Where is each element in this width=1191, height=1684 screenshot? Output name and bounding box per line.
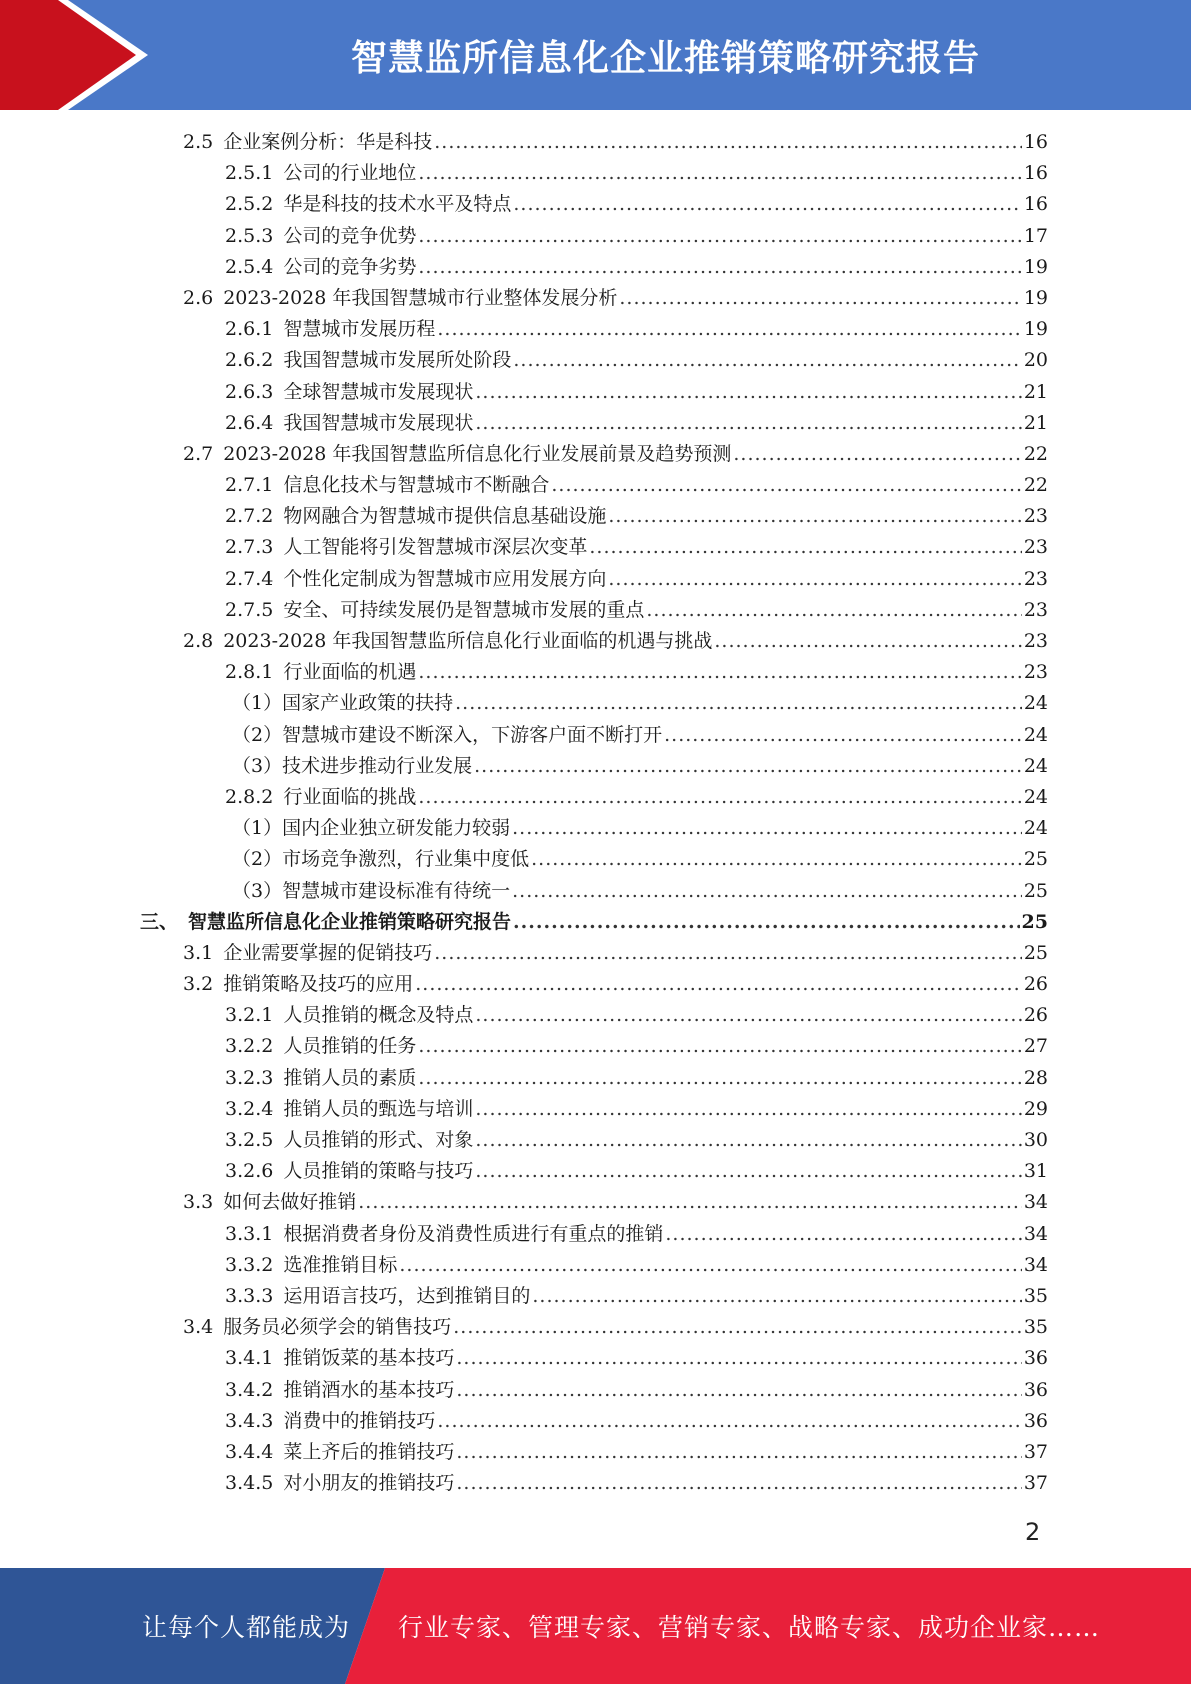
toc-entry-page: 20 [1023, 349, 1048, 372]
toc-entry-number: 2.6.4 [225, 411, 274, 434]
toc-entry-title: 消费中的推销技巧 [283, 1409, 436, 1432]
toc-entry-number: 3.2.2 [225, 1035, 274, 1058]
toc-entry-page: 23 [1023, 630, 1048, 652]
toc-entry-number: 3.4.2 [225, 1378, 274, 1401]
toc-entry-page: 28 [1023, 1066, 1048, 1089]
toc-entry-page: 23 [1023, 505, 1048, 528]
toc-entry[interactable] [140, 688, 1048, 719]
toc-entry-number: 3.2.1 [225, 1004, 274, 1027]
toc-entry-page: 34 [1023, 1191, 1048, 1214]
toc-entry-title: 2023-2028 年我国智慧监所信息化行业面临的机遇与挑战 [223, 630, 713, 652]
toc-entry-title: 企业需要掌握的促销技巧 [223, 941, 433, 964]
toc-entry-number: 2.7.1 [225, 474, 274, 497]
toc-entry-number: 3.4.1 [225, 1347, 274, 1370]
table-of-contents [140, 127, 1048, 1499]
toc-entry[interactable] [140, 377, 1048, 408]
toc-entry-title: 如何去做好推销 [223, 1191, 357, 1214]
toc-entry-title: 公司的行业地位 [283, 162, 417, 185]
toc-entry-number: 3.4.5 [225, 1472, 274, 1495]
toc-entry-page: 24 [1023, 817, 1048, 840]
toc-dot-leader [531, 844, 1022, 875]
toc-entry-page: 22 [1023, 442, 1048, 465]
toc-entry-page: 36 [1023, 1347, 1048, 1370]
toc-entry-number: （3） [232, 754, 283, 777]
toc-entry-page: 37 [1023, 1472, 1048, 1495]
toc-entry-number: 2.7.2 [225, 505, 274, 528]
toc-entry[interactable] [140, 1375, 1048, 1406]
toc-entry[interactable] [140, 1031, 1048, 1062]
toc-entry[interactable] [140, 564, 1048, 595]
toc-entry-number: 2.5 [183, 131, 214, 153]
toc-entry[interactable] [140, 1281, 1048, 1312]
toc-entry-title: 菜上齐后的推销技巧 [283, 1440, 455, 1463]
toc-entry-title: 个性化定制成为智慧城市应用发展方向 [283, 567, 607, 590]
toc-entry-title: 推销酒水的基本技巧 [283, 1378, 455, 1401]
toc-entry[interactable] [140, 1437, 1048, 1468]
toc-entry[interactable] [140, 1094, 1048, 1125]
toc-entry-page: 25 [1023, 941, 1048, 964]
toc-entry-number: 2.8.2 [225, 785, 274, 808]
toc-entry-page: 19 [1023, 255, 1048, 278]
toc-entry[interactable] [140, 1187, 1048, 1218]
toc-dot-leader [456, 1468, 1021, 1499]
toc-entry-number: （2） [232, 723, 283, 746]
toc-entry-number: 2.8 [183, 630, 214, 652]
toc-dot-leader [434, 127, 1022, 158]
toc-dot-leader [619, 283, 1021, 314]
toc-dot-leader [453, 1312, 1022, 1343]
toc-entry[interactable] [140, 813, 1048, 844]
toc-entry-page: 36 [1023, 1409, 1048, 1432]
toc-entry-page: 24 [1023, 723, 1048, 746]
toc-entry-number: 3.2.6 [225, 1160, 274, 1183]
toc-entry-title: 人工智能将引发智慧城市深层次变革 [283, 536, 588, 559]
toc-entry-title: 人员推销的任务 [283, 1035, 417, 1058]
toc-entry[interactable] [140, 470, 1048, 501]
toc-entry-number: 2.5.3 [225, 224, 274, 247]
toc-entry[interactable] [140, 189, 1048, 220]
toc-dot-leader [475, 1156, 1021, 1187]
toc-entry[interactable] [140, 408, 1048, 439]
toc-entry[interactable] [140, 782, 1048, 813]
toc-dot-leader [418, 657, 1021, 688]
page-number: 2 [1025, 1518, 1041, 1546]
toc-entry-title: 人员推销的策略与技巧 [283, 1160, 474, 1183]
page-footer [0, 1568, 1191, 1684]
toc-entry[interactable] [140, 221, 1048, 252]
toc-entry-page: 17 [1023, 224, 1048, 247]
toc-entry-page: 26 [1023, 1004, 1048, 1027]
toc-entry[interactable] [140, 626, 1048, 657]
toc-dot-leader [437, 1406, 1021, 1437]
toc-dot-leader [646, 595, 1021, 626]
toc-entry[interactable] [140, 751, 1048, 782]
toc-entry[interactable] [140, 1250, 1048, 1281]
toc-entry-title: 安全、可持续发展仍是智慧城市发展的重点 [283, 598, 645, 621]
toc-entry-number: 2.6.2 [225, 349, 274, 372]
toc-entry-page: 24 [1023, 785, 1048, 808]
toc-entry[interactable] [140, 127, 1048, 158]
toc-entry-title: 市场竞争激烈，行业集中度低 [282, 848, 530, 871]
toc-entry-number: 3.2.5 [225, 1129, 274, 1151]
toc-entry-page: 37 [1023, 1440, 1048, 1463]
toc-dot-leader [399, 1250, 1021, 1281]
toc-entry-number: （1） [232, 692, 283, 715]
toc-entry[interactable] [140, 657, 1048, 688]
toc-entry[interactable] [140, 1063, 1048, 1094]
toc-entry-page: 30 [1023, 1129, 1048, 1151]
toc-entry-title: 运用语言技巧，达到推销目的 [283, 1284, 531, 1307]
toc-entry-page: 16 [1023, 131, 1048, 153]
toc-entry-number: （3） [232, 879, 283, 902]
header-arrow-icon [0, 0, 160, 110]
document-title: 智慧监所信息化企业推销策略研究报告 [350, 37, 980, 79]
toc-dot-leader [418, 252, 1021, 283]
toc-dot-leader [475, 408, 1021, 439]
toc-entry[interactable] [140, 314, 1048, 345]
toc-entry-number: 2.7.3 [225, 536, 274, 559]
toc-entry-title: 智慧城市发展历程 [283, 318, 436, 341]
toc-dot-leader [358, 1187, 1022, 1218]
toc-entry-title: 人员推销的概念及特点 [283, 1004, 474, 1027]
toc-dot-leader [513, 907, 1020, 938]
toc-entry-number: 2.5.4 [225, 255, 274, 278]
toc-entry-title: 智慧监所信息化企业推销策略研究报告 [188, 910, 512, 933]
toc-dot-leader [437, 314, 1021, 345]
toc-entry[interactable] [140, 532, 1048, 563]
toc-entry-title: 公司的竞争优势 [283, 224, 417, 247]
toc-entry-title: 对小朋友的推销技巧 [283, 1472, 455, 1495]
toc-entry[interactable] [140, 283, 1048, 314]
toc-entry-page: 25 [1023, 879, 1048, 902]
toc-dot-leader [475, 1094, 1021, 1125]
toc-entry-page: 35 [1023, 1316, 1048, 1339]
toc-dot-leader [608, 564, 1021, 595]
toc-entry-title: 智慧城市建设不断深入，下游客户面不断打开 [282, 723, 663, 746]
toc-dot-leader [665, 1219, 1021, 1250]
toc-entry-number: 2.6.1 [225, 318, 274, 341]
toc-entry-page: 25 [1021, 910, 1048, 933]
toc-entry[interactable] [140, 595, 1048, 626]
toc-entry-number: 3.4.3 [225, 1409, 274, 1432]
toc-dot-leader [456, 1437, 1021, 1468]
footer-slogan-left: 让每个人都能成为 [142, 1613, 351, 1642]
toc-entry-title: 企业案例分析：华是科技 [223, 131, 433, 153]
toc-entry[interactable] [140, 938, 1048, 969]
toc-entry-number: 2.7.5 [225, 598, 274, 621]
toc-entry-title: 根据消费者身份及消费性质进行有重点的推销 [283, 1222, 664, 1245]
toc-entry-page: 24 [1023, 692, 1048, 715]
toc-entry[interactable] [140, 907, 1048, 938]
toc-dot-leader [608, 501, 1021, 532]
toc-entry-number: 3.3.2 [225, 1253, 274, 1276]
toc-dot-leader [475, 377, 1021, 408]
toc-entry-page: 23 [1023, 536, 1048, 559]
toc-dot-leader [589, 532, 1021, 563]
toc-entry-title: 人员推销的形式、对象 [283, 1129, 474, 1151]
toc-entry-number: 3.3.3 [225, 1284, 274, 1307]
toc-entry-number: 3.2.3 [225, 1066, 274, 1089]
toc-entry-page: 21 [1023, 411, 1048, 434]
toc-entry-title: 推销人员的素质 [283, 1066, 417, 1089]
toc-entry-title: 推销饭菜的基本技巧 [283, 1347, 455, 1370]
toc-entry[interactable] [140, 1468, 1048, 1499]
toc-dot-leader [456, 1375, 1021, 1406]
toc-entry-page: 36 [1023, 1378, 1048, 1401]
toc-entry-number: （1） [232, 817, 283, 840]
toc-entry[interactable] [140, 876, 1048, 907]
toc-dot-leader [418, 1031, 1021, 1062]
toc-dot-leader [513, 345, 1021, 376]
toc-entry-title: 公司的竞争劣势 [283, 255, 417, 278]
toc-entry-page: 29 [1023, 1097, 1048, 1120]
toc-entry-number: 3.3 [183, 1191, 214, 1214]
toc-entry[interactable] [140, 720, 1048, 751]
toc-dot-leader [475, 1000, 1021, 1031]
toc-entry-number: 3.3.1 [225, 1222, 274, 1245]
toc-entry-page: 34 [1023, 1222, 1048, 1245]
toc-entry-page: 23 [1023, 567, 1048, 590]
toc-entry-title: 2023-2028 年我国智慧城市行业整体发展分析 [223, 286, 618, 309]
toc-entry-number: 3.1 [183, 941, 214, 964]
footer-slogan-right: 行业专家、管理专家、营销专家、战略专家、成功企业家…… [398, 1613, 1101, 1642]
toc-entry[interactable] [140, 969, 1048, 1000]
toc-entry-title: 智慧城市建设标准有待统一 [282, 879, 511, 902]
toc-entry-title: 技术进步推动行业发展 [282, 754, 473, 777]
toc-entry-title: 推销策略及技巧的应用 [223, 973, 414, 996]
toc-entry-title: 华是科技的技术水平及特点 [283, 193, 512, 216]
toc-entry[interactable] [140, 252, 1048, 283]
toc-entry-page: 35 [1023, 1284, 1048, 1307]
toc-dot-leader [512, 813, 1022, 844]
toc-dot-leader [418, 1063, 1021, 1094]
toc-entry-page: 24 [1023, 754, 1048, 777]
toc-dot-leader [475, 1125, 1021, 1156]
toc-entry-page: 23 [1023, 661, 1048, 684]
toc-entry-title: 国内企业独立研发能力较弱 [282, 817, 511, 840]
toc-entry[interactable] [140, 158, 1048, 189]
toc-entry-page: 23 [1023, 598, 1048, 621]
toc-entry[interactable] [140, 345, 1048, 376]
toc-entry-number: 2.6 [183, 286, 214, 309]
toc-dot-leader [434, 938, 1022, 969]
toc-dot-leader [733, 439, 1021, 470]
toc-entry-title: 全球智慧城市发展现状 [283, 380, 474, 403]
toc-entry-page: 31 [1023, 1160, 1048, 1183]
toc-entry-page: 21 [1023, 380, 1048, 403]
toc-entry-page: 19 [1023, 286, 1048, 309]
toc-entry[interactable] [140, 1312, 1048, 1343]
toc-entry-title: 行业面临的挑战 [283, 785, 417, 808]
toc-dot-leader [474, 751, 1022, 782]
toc-entry-number: 3.4 [183, 1316, 214, 1339]
toc-entry-title: 推销人员的甄选与培训 [283, 1097, 474, 1120]
toc-entry-number: （2） [232, 848, 283, 871]
toc-entry-page: 19 [1023, 318, 1048, 341]
toc-dot-leader [512, 876, 1022, 907]
toc-dot-leader [551, 470, 1021, 501]
toc-entry-number: 3.2 [183, 973, 214, 996]
toc-entry-title: 我国智慧城市发展现状 [283, 411, 474, 434]
toc-entry-number: 2.7.4 [225, 567, 274, 590]
toc-entry-number: 2.7 [183, 442, 214, 465]
toc-entry-title: 国家产业政策的扶持 [282, 692, 454, 715]
toc-entry-title: 2023-2028 年我国智慧监所信息化行业发展前景及趋势预测 [223, 442, 732, 465]
toc-entry[interactable] [140, 501, 1048, 532]
toc-entry[interactable] [140, 1125, 1048, 1156]
toc-entry-number: 3.2.4 [225, 1097, 274, 1120]
toc-entry-page: 25 [1023, 848, 1048, 871]
toc-entry-number: 2.5.1 [225, 162, 274, 185]
toc-entry-number: 2.5.2 [225, 193, 274, 216]
toc-entry-title: 信息化技术与智慧城市不断融合 [283, 474, 550, 497]
toc-entry-page: 22 [1023, 474, 1048, 497]
toc-entry-page: 27 [1023, 1035, 1048, 1058]
toc-entry-title: 选准推销目标 [283, 1253, 398, 1276]
toc-entry[interactable] [140, 1156, 1048, 1187]
toc-dot-leader [418, 782, 1021, 813]
toc-entry[interactable] [140, 1343, 1048, 1374]
toc-entry[interactable] [140, 439, 1048, 470]
toc-entry-title: 我国智慧城市发展所处阶段 [283, 349, 512, 372]
toc-entry[interactable] [140, 1219, 1048, 1250]
page-header [0, 0, 1191, 110]
toc-dot-leader [418, 158, 1021, 189]
toc-dot-leader [714, 626, 1021, 657]
toc-entry-number: 3.4.4 [225, 1440, 274, 1463]
toc-entry-number: 2.6.3 [225, 380, 274, 403]
toc-entry[interactable] [140, 1406, 1048, 1437]
toc-entry-page: 16 [1023, 193, 1048, 216]
toc-entry[interactable] [140, 844, 1048, 875]
toc-dot-leader [455, 688, 1022, 719]
toc-dot-leader [415, 969, 1022, 1000]
toc-dot-leader [513, 189, 1021, 220]
toc-entry-number: 2.8.1 [225, 661, 274, 684]
toc-entry-title: 行业面临的机遇 [283, 661, 417, 684]
toc-entry-number: 三、 [140, 910, 179, 933]
toc-dot-leader [664, 720, 1022, 751]
toc-entry[interactable] [140, 1000, 1048, 1031]
toc-dot-leader [456, 1343, 1021, 1374]
toc-dot-leader [532, 1281, 1021, 1312]
toc-entry-title: 物网融合为智慧城市提供信息基础设施 [283, 505, 607, 528]
toc-entry-title: 服务员必须学会的销售技巧 [223, 1316, 452, 1339]
toc-entry-page: 16 [1023, 162, 1048, 185]
toc-dot-leader [418, 221, 1021, 252]
toc-entry-page: 26 [1023, 973, 1048, 996]
toc-entry-page: 34 [1023, 1253, 1048, 1276]
